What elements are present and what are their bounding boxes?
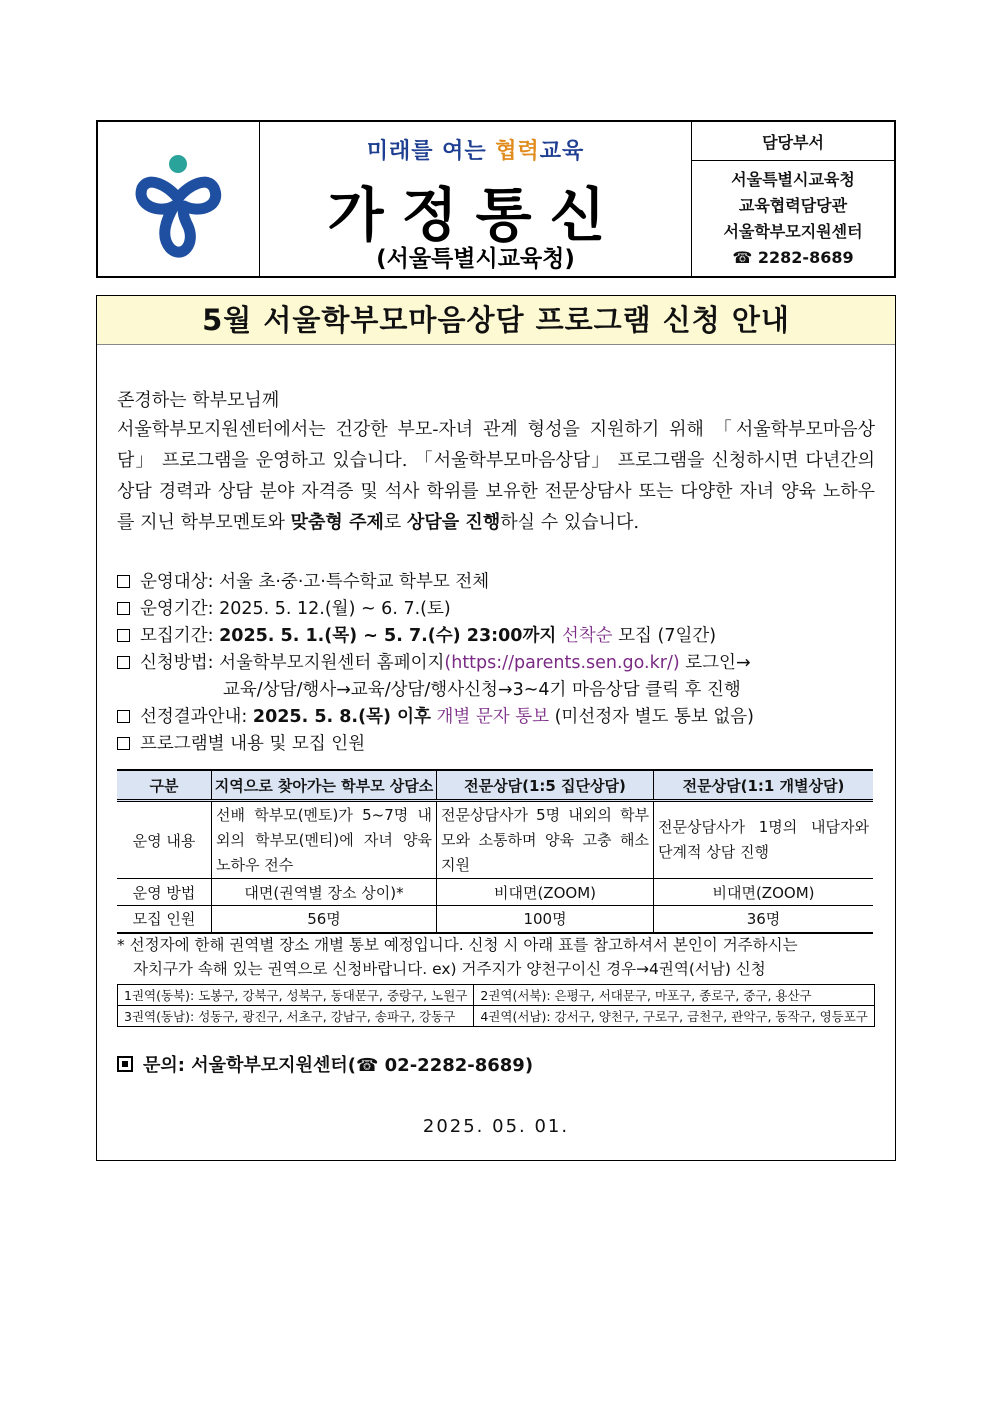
table-cell: 비대면(ZOOM): [437, 879, 654, 906]
page-subtitle: (서울특별시교육청): [376, 246, 575, 272]
content-box: [96, 295, 896, 1161]
bullet-apply: [117, 650, 875, 677]
slogan-part-3: 교육: [539, 139, 585, 164]
info-bullets: [117, 569, 875, 758]
table-header: 전문상담(1:5 집단상담): [437, 770, 654, 801]
bullet-text: 모집 (7일간): [612, 626, 717, 646]
table-cell: 비대면(ZOOM): [654, 879, 874, 906]
bullet-text: 로그인→: [679, 653, 751, 673]
bullet-bold: 2025. 5. 8.(목) 이후: [252, 707, 431, 727]
checkbox-bullet-icon: [117, 737, 130, 750]
table-cell: 선배 학부모(멘토)가 5~7명 내외의 학부모(멘티)에 자녀 양육 노하우 전수: [212, 801, 437, 879]
title-cell: [260, 122, 692, 276]
notice-banner: 5월 서울학부모마음상담 프로그램 신청 안내: [97, 296, 895, 345]
region-cell: 2권역(서북): 은평구, 서대문구, 마포구, 종로구, 중구, 용산구: [474, 985, 875, 1006]
bullet-text: (미선정자 별도 통보 없음): [549, 707, 754, 727]
table-cell: 36명: [654, 906, 874, 933]
bullet-highlight: 개별 문자 통보: [430, 707, 550, 727]
footnote-line: * 선정자에 한해 권역별 장소 개별 통보 예정입니다. 신청 시 아래 표를 참고하셔서 본인이 거주하시는: [117, 936, 798, 954]
homepage-link[interactable]: (https://parents.sen.go.kr/): [444, 653, 680, 673]
bullet-text: 운영기간: 2025. 5. 12.(월) ~ 6. 7.(토): [140, 599, 451, 619]
department-line: 교육협력담당관: [738, 195, 848, 215]
region-cell: 4권역(서남): 강서구, 양천구, 구로구, 금천구, 관악구, 동작구, 영등포구: [474, 1006, 875, 1027]
bullet-apply-line2: [117, 677, 875, 704]
department-line: 서울특별시교육청: [731, 169, 855, 189]
paragraph-bold: 맞춤형 주제: [290, 512, 384, 533]
bullet-text: 신청방법: 서울학부모지원센터 홈페이지: [140, 653, 445, 673]
bullet-text: 운영대상: 서울 초·중·고·특수학교 학부모 전체: [140, 572, 490, 592]
table-cell: 전문상담사가 1명의 내담자와 단계적 상담 진행: [654, 801, 874, 879]
table-row: [117, 879, 873, 906]
contact-info: [117, 1051, 533, 1077]
bullet-result: [117, 704, 875, 731]
table-cell: 100명: [437, 906, 654, 933]
program-table: [117, 769, 873, 934]
paragraph-bold: 상담을 진행: [407, 512, 501, 533]
greeting: 존경하는 학부모님께: [117, 390, 280, 411]
bullet-period: [117, 596, 875, 623]
department-line: 서울학부모지원센터: [723, 221, 863, 241]
newsletter-header: [96, 120, 896, 278]
region-table: [117, 984, 875, 1027]
checkbox-bullet-icon: [117, 575, 130, 588]
bullet-bold: 2025. 5. 1.(목) ~ 5. 7.(수) 23:00까지: [219, 626, 557, 646]
department-cell: [692, 122, 894, 276]
checkbox-bullet-icon: [117, 656, 130, 669]
department-info: [692, 161, 894, 276]
table-cell: 전문상담사가 5명 내외의 학부모와 소통하며 양육 고충 해소 지원: [437, 801, 654, 879]
slogan-part-2: 협력: [495, 139, 540, 164]
paragraph-text: 하실 수 있습니다.: [500, 512, 640, 533]
table-row: [118, 1006, 875, 1027]
table-cell: 운영 내용: [117, 801, 212, 879]
paragraph-text: 서울학부모지원센터에서는 건강한 부모-자녀 관계 형성을 지원하기 위해 「서울학부모마음상담」 프로그램을 운영하고 있습니다. 「서울학부모마음상담」 프로그램을 신청하시면 다년간의 상담 경력과 상담 분야 자격증 및 석사 학위를 보유한 전문상담사 또는 다양한 자녀 양육 노하우를 지닌 학부모멘토와: [117, 419, 875, 533]
bullet-text: 선정결과안내:: [140, 707, 253, 727]
slogan: [260, 134, 691, 165]
table-header: 전문상담(1:1 개별상담): [654, 770, 874, 801]
table-header: 지역으로 찾아가는 학부모 상담소: [212, 770, 437, 801]
table-cell: 대면(권역별 장소 상이)*: [212, 879, 437, 906]
bullet-text: 교육/상담/행사→교육/상담/행사신청→3~4기 마음상담 클릭 후 진행: [223, 680, 741, 700]
table-header-row: [117, 770, 873, 801]
checkbox-bullet-icon: [117, 602, 130, 615]
footnote: [117, 933, 875, 981]
issue-date: 2025. 05. 01.: [422, 1116, 570, 1137]
table-cell: 56명: [212, 906, 437, 933]
table-cell: 모집 인원: [117, 906, 212, 933]
bullet-recruit: [117, 623, 875, 650]
department-label: 담당부서: [692, 122, 894, 161]
bullet-text: 프로그램별 내용 및 모집 인원: [140, 734, 366, 754]
main-paragraph: [117, 414, 875, 538]
logo-cell: [98, 122, 260, 276]
table-cell: 운영 방법: [117, 879, 212, 906]
paragraph-text: 로: [383, 512, 407, 533]
slogan-part-1: 미래를 여는: [366, 139, 496, 164]
table-row: [117, 906, 873, 933]
contact-text: 문의: 서울학부모지원센터(☎ 02-2282-8689): [143, 1055, 534, 1076]
table-row: [118, 985, 875, 1006]
region-cell: 1권역(동북): 도봉구, 강북구, 성북구, 동대문구, 중랑구, 노원구: [118, 985, 474, 1006]
table-row: [117, 801, 873, 879]
region-cell: 3권역(동남): 성동구, 광진구, 서초구, 강남구, 송파구, 강동구: [118, 1006, 474, 1027]
bullet-program: [117, 731, 875, 758]
footnote-line: 자치구가 속해 있는 권역으로 신청바랍니다. ex) 거주지가 양천구이신 경우→4권역(서남) 신청: [133, 960, 766, 978]
bullet-text: 모집기간:: [140, 626, 220, 646]
department-phone: ☎ 2282-8689: [732, 247, 854, 267]
square-bullet-icon: [117, 1056, 133, 1072]
bullet-highlight: 선착순: [556, 626, 613, 646]
bullet-target: [117, 569, 875, 596]
checkbox-bullet-icon: [117, 710, 130, 723]
page-title: 가정통신: [327, 181, 624, 249]
seoul-education-logo-icon: [130, 148, 226, 258]
table-header: 구분: [117, 770, 212, 801]
checkbox-bullet-icon: [117, 629, 130, 642]
